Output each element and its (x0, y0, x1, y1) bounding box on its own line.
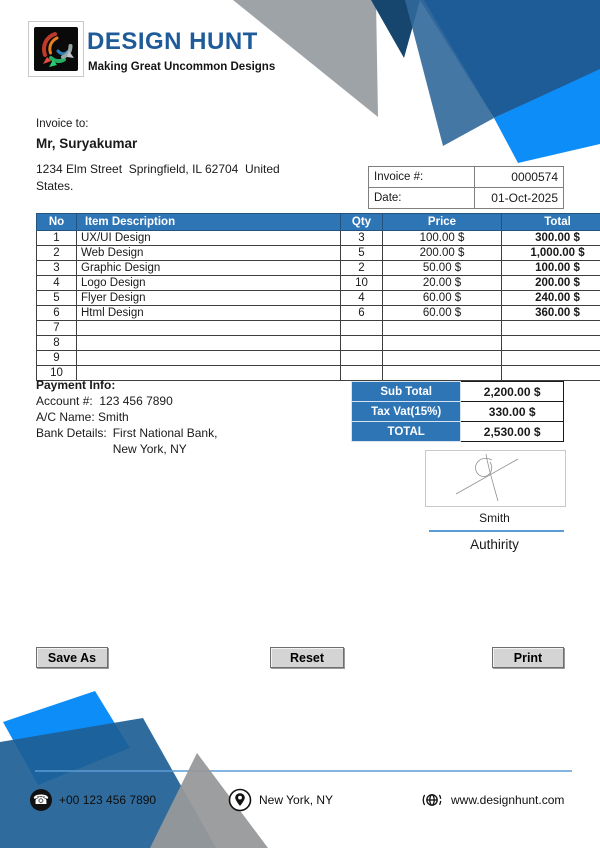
reset-button[interactable]: Reset (270, 647, 344, 668)
totals-label: Tax Vat(15%) (352, 402, 461, 422)
table-row (37, 276, 600, 291)
location-pin-icon (228, 788, 252, 812)
bank-details-row[interactable] (36, 425, 217, 457)
total-cell: 300.00 $ (502, 231, 600, 246)
qty-cell[interactable] (341, 351, 383, 366)
brand-tagline: Making Great Uncommon Designs (88, 61, 276, 73)
table-row (37, 246, 600, 261)
item-description-cell[interactable] (77, 321, 341, 336)
row-number-cell: 4 (37, 276, 77, 291)
bank-details-line1: First National Bank, (112, 426, 218, 440)
account-number-value: 123 456 7890 (99, 394, 173, 408)
price-cell[interactable]: 20.00 $ (383, 276, 502, 291)
row-number-cell: 9 (37, 351, 77, 366)
brand-name: DESIGN HUNT (87, 28, 258, 55)
table-row (37, 351, 600, 366)
payment-info (36, 377, 217, 457)
globe-icon (420, 788, 444, 812)
totals-table (351, 381, 564, 442)
authority-label: Authirity (470, 537, 519, 552)
account-name-row[interactable] (36, 409, 217, 425)
item-description-cell[interactable]: UX/UI Design (77, 231, 341, 246)
price-cell[interactable] (383, 336, 502, 351)
totals-value: 330.00 $ (461, 402, 564, 422)
total-cell (502, 366, 600, 381)
invoice-to-label: Invoice to: (36, 118, 89, 130)
item-description-cell[interactable]: Html Design (77, 306, 341, 321)
totals-label: TOTAL (352, 422, 461, 442)
totals-row (352, 382, 564, 402)
row-number-cell: 1 (37, 231, 77, 246)
totals-row (352, 402, 564, 422)
total-cell (502, 351, 600, 366)
signature-divider (429, 530, 564, 532)
col-header-price: Price (383, 214, 502, 231)
col-header-no: No (37, 214, 77, 231)
invoice-date-label: Date: (369, 188, 475, 209)
item-description-cell[interactable]: Logo Design (77, 276, 341, 291)
total-cell: 200.00 $ (502, 276, 600, 291)
item-description-cell[interactable]: Flyer Design (77, 291, 341, 306)
footer-phone (30, 788, 156, 812)
footer-decoration (0, 680, 600, 848)
price-cell[interactable] (383, 366, 502, 381)
client-address-line1: 1234 Elm Street Springfield, IL 62704 United (36, 162, 280, 176)
table-row (37, 291, 600, 306)
account-name-value: Smith (98, 410, 129, 424)
client-address-line2: States. (36, 179, 74, 193)
save-as-button[interactable]: Save As (36, 647, 108, 668)
signatory-name: Smith (479, 511, 510, 525)
price-cell[interactable]: 200.00 $ (383, 246, 502, 261)
qty-cell[interactable] (341, 321, 383, 336)
table-row (37, 306, 600, 321)
invoice-number-row (369, 167, 564, 188)
footer-location-text: New York, NY (259, 793, 334, 807)
bank-details-label: Bank Details: (36, 426, 107, 440)
qty-cell[interactable]: 6 (341, 306, 383, 321)
invoice-meta-table (368, 166, 564, 209)
price-cell[interactable] (383, 351, 502, 366)
signature-scribble-icon (426, 451, 565, 506)
qty-cell[interactable]: 2 (341, 261, 383, 276)
qty-cell[interactable]: 10 (341, 276, 383, 291)
qty-cell[interactable]: 3 (341, 231, 383, 246)
price-cell[interactable]: 100.00 $ (383, 231, 502, 246)
totals-value: 2,530.00 $ (461, 422, 564, 442)
brand-logo (28, 21, 84, 77)
signature-box (425, 450, 566, 507)
footer-phone-text: +00 123 456 7890 (59, 793, 157, 807)
items-header-row (37, 214, 600, 231)
bank-details-line2: New York, NY (112, 442, 187, 456)
account-number-label: Account #: (36, 394, 93, 408)
qty-cell[interactable] (341, 366, 383, 381)
price-cell[interactable]: 60.00 $ (383, 291, 502, 306)
total-cell: 360.00 $ (502, 306, 600, 321)
total-cell: 1,000.00 $ (502, 246, 600, 261)
item-description-cell[interactable]: Graphic Design (77, 261, 341, 276)
item-description-cell[interactable] (77, 351, 341, 366)
bank-details-value (113, 425, 218, 457)
payment-info-title: Payment Info: (36, 378, 116, 392)
client-address[interactable] (36, 161, 280, 195)
total-cell (502, 321, 600, 336)
row-number-cell: 6 (37, 306, 77, 321)
phone-icon: ☎ (30, 789, 52, 811)
table-row (37, 231, 600, 246)
col-header-qty: Qty (341, 214, 383, 231)
design-hunt-logo-icon (34, 27, 78, 71)
footer-location (228, 788, 333, 812)
items-body (37, 231, 600, 381)
total-cell: 240.00 $ (502, 291, 600, 306)
row-number-cell: 7 (37, 321, 77, 336)
item-description-cell[interactable] (77, 336, 341, 351)
qty-cell[interactable]: 4 (341, 291, 383, 306)
footer-website (420, 788, 564, 812)
print-button[interactable]: Print (492, 647, 564, 668)
col-header-total: Total (502, 214, 600, 231)
table-row (37, 321, 600, 336)
col-header-desc: Item Description (77, 214, 341, 231)
item-description-cell[interactable]: Web Design (77, 246, 341, 261)
footer-website-text: www.designhunt.com (451, 793, 565, 807)
qty-cell[interactable] (341, 336, 383, 351)
client-name[interactable]: Mr, Suryakumar (36, 136, 138, 151)
row-number-cell: 8 (37, 336, 77, 351)
invoice-number-label: Invoice #: (369, 167, 475, 188)
price-cell[interactable]: 60.00 $ (383, 306, 502, 321)
row-number-cell: 2 (37, 246, 77, 261)
price-cell[interactable] (383, 321, 502, 336)
totals-label: Sub Total (352, 382, 461, 402)
totals-body (352, 382, 564, 442)
total-cell (502, 336, 600, 351)
total-cell: 100.00 $ (502, 261, 600, 276)
account-number-row[interactable] (36, 393, 217, 409)
invoice-date-row (369, 188, 564, 209)
items-table (36, 213, 600, 381)
totals-row (352, 422, 564, 442)
price-cell[interactable]: 50.00 $ (383, 261, 502, 276)
row-number-cell: 3 (37, 261, 77, 276)
account-name-label: A/C Name: (36, 410, 95, 424)
table-row (37, 336, 600, 351)
row-number-cell: 5 (37, 291, 77, 306)
invoice-number-value[interactable]: 0000574 (475, 167, 564, 188)
totals-value: 2,200.00 $ (461, 382, 564, 402)
invoice-date-value[interactable]: 01-Oct-2025 (475, 188, 564, 209)
row-number-cell: 10 (37, 366, 77, 381)
qty-cell[interactable]: 5 (341, 246, 383, 261)
table-row (37, 261, 600, 276)
